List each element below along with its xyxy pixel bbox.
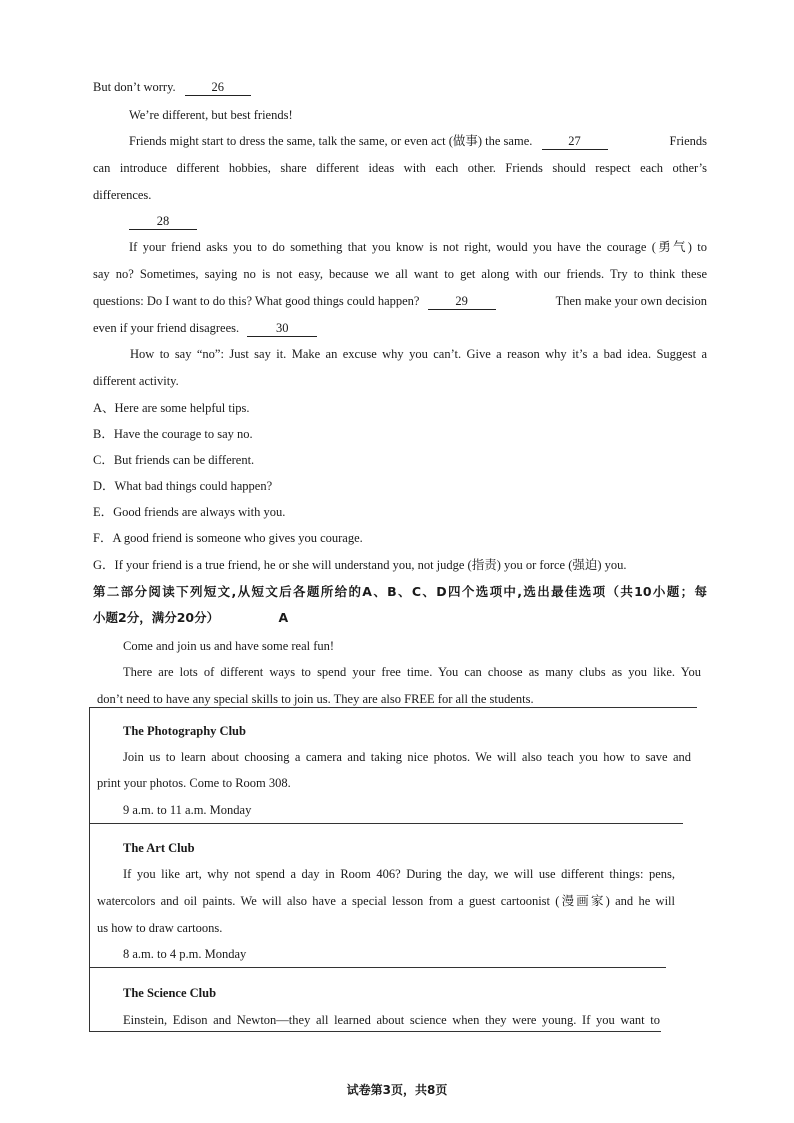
blank-26: 26 [185,79,251,96]
option-f: F．A good friend is someone who gives you courage. [93,531,363,545]
club-text: print your photos. Come to Room 308. [97,776,291,790]
text: 小题2分，满分20分） [93,610,220,625]
box-divider [89,823,683,824]
passage-line [129,133,707,150]
text: Friends might start to dress the same, talk the same, or even act (做事) the same. [129,134,533,148]
box-border-left [89,707,90,1032]
club-time: 9 a.m. to 11 a.m. Monday [123,803,252,817]
box-border-top [89,707,697,708]
passage-line: How to say “no”: Just say it. Make an excuse why you can’t. Give a reason why it’s a bad idea. Suggest a [130,347,707,361]
club-text: Join us to learn about choosing a camera and taking nice photos. We will also teach you how to save and [123,750,691,764]
passage-line: different activity. [93,374,179,388]
option-d: D．What bad things could happen? [93,479,273,493]
club-text: watercolors and oil paints. We will also have a special lesson from a guest cartoonist (漫画家) and he will [97,894,675,908]
text: even if your friend disagrees. [93,321,240,335]
blank-30: 30 [247,320,317,337]
box-border-bottom [89,1031,661,1032]
option-e: E．Good friends are always with you. [93,505,286,519]
passage-heading: We’re different, but best friends! [129,108,293,122]
club-title: The Art Club [123,841,195,855]
blank-28: 28 [129,213,197,230]
club-time: 8 a.m. to 4 p.m. Monday [123,947,247,961]
box-divider [89,967,666,968]
option-g: G．If your friend is a true friend, he or she will understand you, not judge (指责) you or force (强迫) you. [93,558,627,572]
text: questions: Do I want to do this? What good things could happen? [93,294,420,308]
club-text: If you like art, why not spend a day in Room 406? During the day, we will use different things: pens, [123,867,675,881]
text: But don’t worry. [93,80,176,94]
intro-line: There are lots of different ways to spend your free time. You can choose as many clubs as you like. You [123,665,701,679]
section-instruction [93,610,288,626]
passage-letter: A [278,610,289,625]
option-b: B．Have the courage to say no. [93,427,253,441]
blank-29: 29 [428,293,496,310]
club-title: The Science Club [123,986,217,1000]
club-text: Einstein, Edison and Newton—they all learned about science when they were young. If you want to [123,1013,660,1027]
option-a: A、Here are some helpful tips. [93,401,250,415]
section-instruction: 第二部分阅读下列短文,从短文后各题所给的A、B、C、D四个选项中,选出最佳选项（共10小题；每 [93,584,707,599]
intro-line: Come and join us and have some real fun! [123,639,335,653]
passage-line: can introduce different hobbies, share different ideas with each other. Friends should respect each other’s [93,161,707,175]
text: Friends [669,134,707,148]
blank-27: 27 [542,133,608,150]
passage-line [93,79,251,96]
option-c: C．But friends can be different. [93,453,255,467]
passage-line [129,213,197,230]
text: Then make your own decision [555,294,707,308]
passage-line: say no? Sometimes, saying no is not easy, because we all want to get along with our friends. Try to think these [93,267,707,281]
passage-line: If your friend asks you to do something that you know is not right, would you have the courage (勇气) to [129,240,707,254]
club-text: us how to draw cartoons. [97,921,223,935]
passage-line: differences. [93,188,152,202]
intro-line: don’t need to have any special skills to join us. They are also FREE for all the students. [97,692,534,706]
passage-line [93,320,317,337]
club-title: The Photography Club [123,724,246,738]
passage-line [93,293,707,310]
page-footer: 试卷第3页，共8页 [346,1083,448,1097]
